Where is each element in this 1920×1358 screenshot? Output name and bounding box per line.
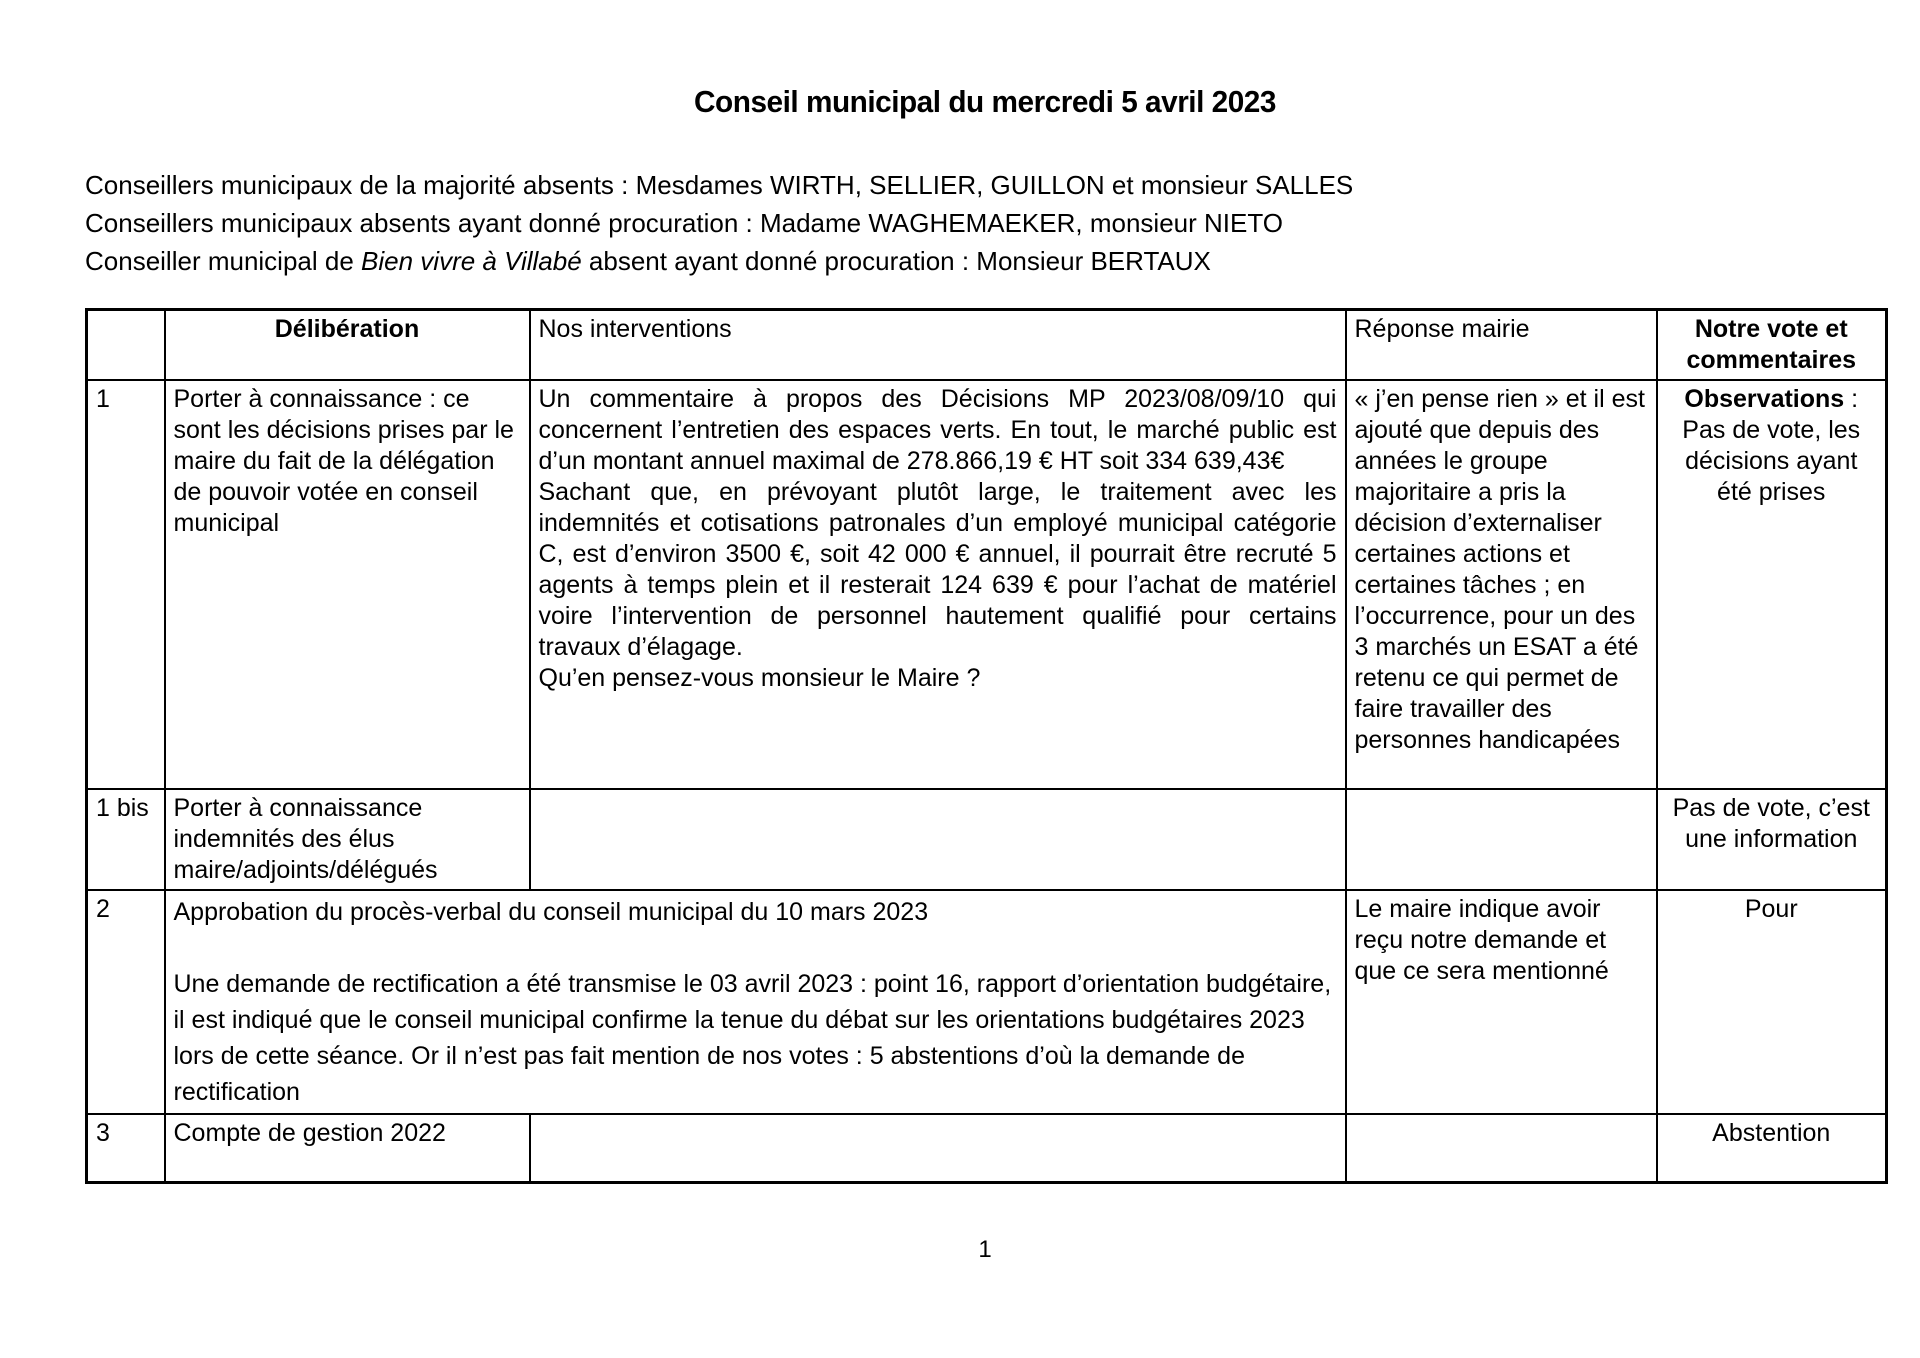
row3-number: 3 [87,1114,165,1182]
row1bis-interventions-empty [530,789,1346,890]
row1-interventions-paragraph-3: Qu’en pensez-vous monsieur le Maire ? [538,664,981,692]
intro-line-absents: Conseillers municipaux de la majorité absents : Mesdames WIRTH, SELLIER, GUILLON et monsieur SALLES [85,170,1354,200]
intro-line3-suffix: absent ayant donné procuration : Monsieur BERTAUX [581,246,1211,276]
header-interventions: Nos interventions [530,310,1346,381]
table-row-3 [87,1114,1887,1182]
table-row-1 [87,380,1887,789]
header-deliberation: Délibération [165,310,530,381]
row1-deliberation: Porter à connaissance : ce sont les décisions prises par le maire du fait de la délégation de pouvoir votée en conseil municipal [165,380,530,789]
header-vote: Notre vote et commentaires [1657,310,1887,381]
intro-line3-prefix: Conseiller municipal de [85,246,362,276]
row1-interventions [530,380,1346,789]
row1-interventions-paragraph-2: Sachant que, en prévoyant plutôt large, le traitement avec les indemnités et cotisations patronales d’un employé municipal catégorie C, est d’environ 3500 €, soit 42 000 € annuel, il pourrait être recruté 5 agents à temps plein et il resterait 124 639 € pour l’achat de matériel voire l’intervention de personnel hautement qualifié pour certains travaux d’élagage. [538,478,1337,661]
row2-deliberation-paragraph-1: Approbation du procès-verbal du conseil municipal du 10 mars 2023 [173,898,929,926]
row2-deliberation [165,890,1346,1114]
table-row-2 [87,890,1887,1114]
header-number [87,310,165,381]
row1-vote-label: Observations [1684,385,1845,413]
table-row-1bis [87,789,1887,890]
row3-interventions-empty [530,1114,1346,1182]
row2-deliberation-paragraph-2: Une demande de rectification a été transmise le 03 avril 2023 : point 16, rapport d’orientation budgétaire, il est indiqué que le conseil municipal confirme la tenue du débat sur les orientations budgétaires 2023 lors de cette séance. Or il n’est pas fait mention de nos votes : 5 abstentions d’où la demande de rectification [173,970,1332,1106]
row1bis-reponse-empty [1346,789,1657,890]
row1bis-vote: Pas de vote, c’est une information [1657,789,1887,890]
group-name-italic: Bien vivre à Villabé [361,246,582,276]
row1bis-deliberation: Porter à connaissance indemnités des élus maire/adjoints/délégués [165,789,530,890]
row1-number: 1 [87,380,165,789]
row2-vote: Pour [1657,890,1887,1114]
row2-reponse: Le maire indique avoir reçu notre demande et que ce sera mentionné [1346,890,1657,1114]
row1-vote-separator: : [1844,385,1859,413]
row3-reponse-empty [1346,1114,1657,1182]
row2-number: 2 [87,890,165,1114]
row1bis-number: 1 bis [87,789,165,890]
deliberations-table [85,308,1888,1184]
page-number: 1 [978,1235,992,1263]
intro-line-bvv [85,242,1885,280]
row1-vote-text: Pas de vote, les décisions ayant été prises [1682,416,1861,506]
table-header-row [87,310,1887,381]
row1-interventions-paragraph-1: Un commentaire à propos des Décisions MP 2023/08/09/10 qui concernent l’entretien des espaces verts. En tout, le marché public est d’un montant annuel maximal de 278.866,19 € HT soit 334 639,43€ [538,385,1337,475]
row1-reponse: « j’en pense rien » et il est ajouté que depuis des années le groupe majoritaire a pris la décision d’externaliser certaines actions et certaines tâches ; en l’occurrence, pour un des 3 marchés un ESAT a été retenu ce qui permet de faire travailler des personnes handicapées [1346,380,1657,789]
intro-line-procuration: Conseillers municipaux absents ayant donné procuration : Madame WAGHEMAEKER, monsieur NIETO [85,208,1283,238]
page-title: Conseil municipal du mercredi 5 avril 2023 [694,84,1276,119]
row3-vote: Abstention [1657,1114,1887,1182]
row1-vote [1657,380,1887,789]
intro-block [85,166,1885,280]
row3-deliberation: Compte de gestion 2022 [165,1114,530,1182]
header-reponse: Réponse mairie [1346,310,1657,381]
